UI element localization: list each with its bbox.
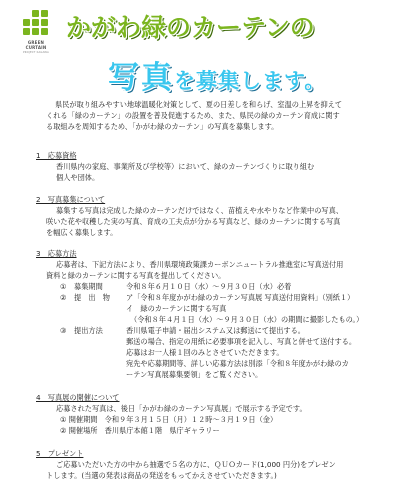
title-recruiting: を募集します。 <box>174 69 327 93</box>
section-2-line-2: 咲いた花や収穫した実の写真、育成の工夫点が分かる写真など、緑のカーテンに関する写真 <box>46 217 341 226</box>
item-3-value-b: 郵送の場合、指定の用紙に必要事項を記入し、写真と併せて送付する。 <box>126 337 357 346</box>
leaf-grid-icon <box>23 10 49 38</box>
section-4-intro: 応募された写真は、後日「かがわ緑のカーテン写真展」で展示する予定です。 <box>56 404 307 413</box>
section-1-heading: 1 応募資格 <box>36 151 77 160</box>
item-2-value: ア「令和８年度かがわ緑のカーテン写真展 写真送付用資料」（別紙１） <box>126 293 355 302</box>
section-1-line-1: 香川県内の家庭、事業所及び学校等）において、緑のカーテンづくりに取り組む <box>56 162 315 171</box>
item-2-num: ② <box>60 293 67 302</box>
logo-text: GREEN CURTAIN PROJECT KAGAWA <box>22 40 50 54</box>
section-1-line-2: 個人や団体。 <box>56 173 100 182</box>
section-2-line-1: 募集する写真は完成した緑のカーテンだけではなく、苗植えや水やりなど作業中の写真、 <box>56 206 344 215</box>
section-3-intro-1: 応募者は、下記方法により、香川県環境政策課カーボンニュートラル推進室に写真送付用 <box>56 260 344 269</box>
title-line-1: かがわ緑のカーテンの <box>66 13 315 42</box>
section-4-heading: 4 写真展の開催について <box>36 393 120 402</box>
item-2-value-b: イ 緑のカーテンに関する写真 <box>126 304 227 313</box>
title-line-2 <box>108 52 326 97</box>
section-3-heading: 3 応募方法 <box>36 249 77 258</box>
item-1-num: ① <box>60 282 67 291</box>
green-curtain-logo <box>14 10 58 55</box>
header <box>0 0 400 98</box>
intro-line-1: 県民が取り組みやすい地球温暖化対策として、夏の日差しを和らげ、室温の上昇を抑えて <box>55 100 343 109</box>
item-3-value-e: ーテン写真展募集要領」をご覧ください。 <box>126 370 263 379</box>
item-3-num: ③ <box>60 326 67 335</box>
intro-line-2: くれる「緑のカーテン」の設置を普及促進するため、また、県民の緑のカーテン育成に関す <box>46 111 340 120</box>
section-5-line-2: トします。(当選の発表は商品の発送をもってかえさせていただきます。) <box>46 471 277 480</box>
item-1-value: 令和８年６月１０日（水）～９月３０日（水）必着 <box>126 282 292 291</box>
item-2-label: 提 出 物 <box>74 293 110 302</box>
section-4-item-1: ① 開催期間 令和９年３月１５日（月）１２時～３月１９日（金） <box>60 415 278 424</box>
item-3-value: 香川県電子申請・届出システム又は郵送にて提出する。 <box>126 326 305 335</box>
item-3-value-d: 宛先や応募期間等、詳しい応募方法は別添「令和８年度かがわ緑のカ <box>126 359 349 368</box>
section-2-line-3: を幅広く募集します。 <box>46 228 118 237</box>
item-3-value-c: 応募はお一人様１回のみとさせていただきます。 <box>126 348 284 357</box>
section-2-heading: 2 写真募集について <box>36 195 106 204</box>
item-1-label: 募集期間 <box>74 282 103 291</box>
section-3-intro-2: 資料と緑のカーテンに関する写真を提出してください。 <box>46 271 226 280</box>
intro-line-3: る取組みを周知するため、「かがわ緑のカーテン」の写真を募集します。 <box>46 122 279 131</box>
section-5-line-1: ご応募いただいた方の中から抽選で５名の方に、ＱＵＯカード(1,000 円分)をプレゼン <box>56 460 336 469</box>
item-2-value-c: （令和８年４月１日（水）～９月３０日（水）の期間に撮影したもの。） <box>130 315 364 324</box>
title-photo: 写真 <box>108 60 174 96</box>
section-4-item-2: ② 開催場所 香川県庁本館１階 県庁ギャラリー <box>60 426 220 435</box>
section-5-heading: 5 プレゼント <box>36 449 84 458</box>
item-3-label: 提出方法 <box>74 326 103 335</box>
